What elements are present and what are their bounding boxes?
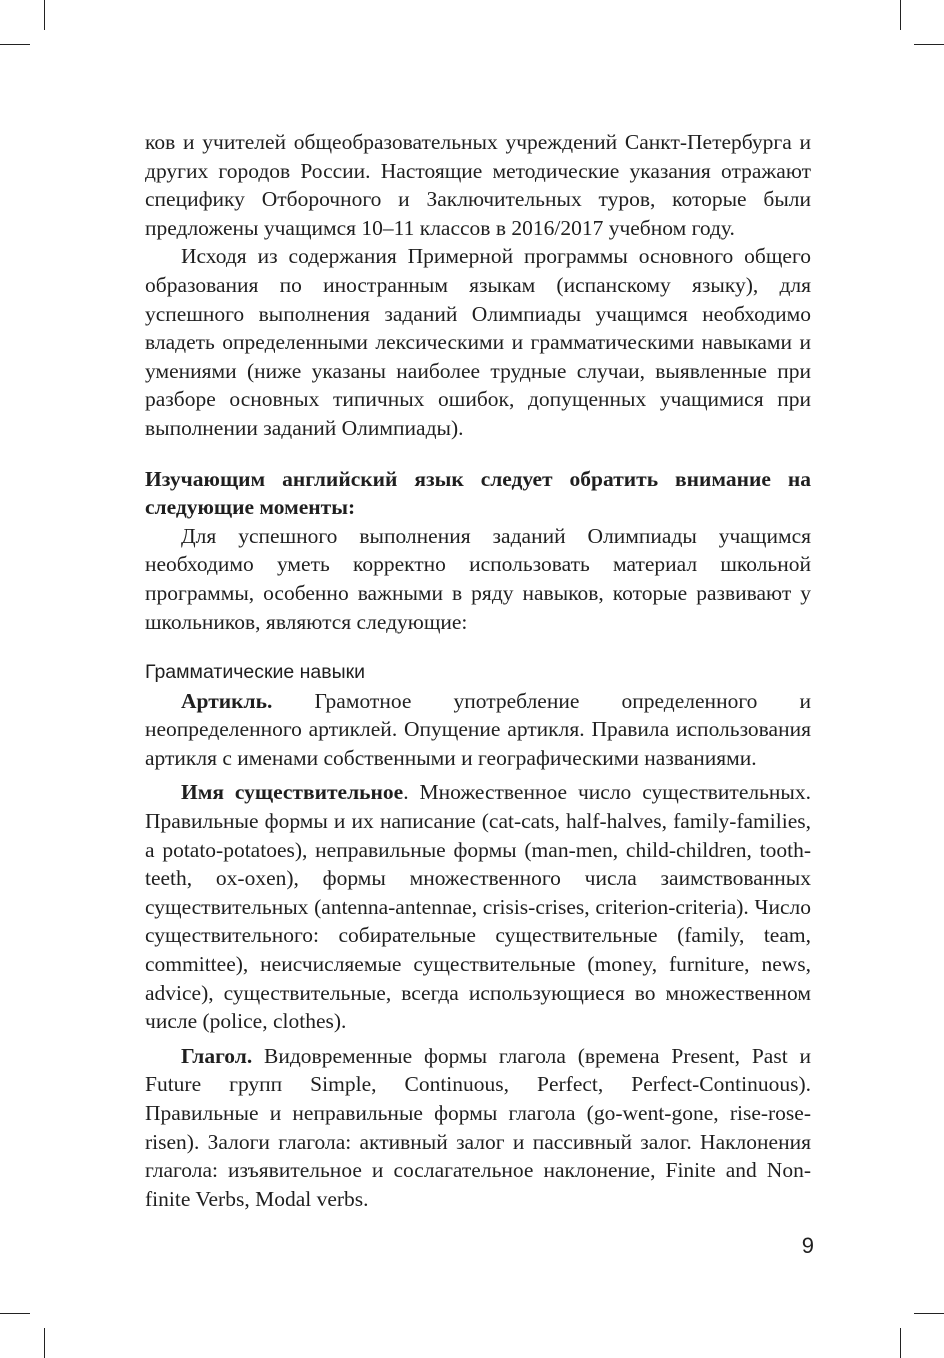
item-term: Имя существительное <box>181 780 404 805</box>
intro-paragraph: Для успешного выполнения заданий Олимпиады учащимся необходимо уметь корректно использовать материал школьной программы, особенно важными в ряду навыков, которые развивают у школьников, являются следующие: <box>145 523 811 634</box>
paragraph-program: Исходя из содержания Примерной программы основного общего образования по иностранным языкам (испанскому языку), для успешного выполнения заданий Олимпиады учащимся необходимо владеть определенными лексическими и грамматическими навыками и умениями (ниже указаны наиболее трудные случаи, выявленные при разборе основных типичных ошибок, допущенных учащимися при выполнении заданий Олимпиады). <box>145 244 811 440</box>
crop-mark-bottom-right-h <box>914 1313 944 1314</box>
crop-mark-top-right <box>900 0 901 30</box>
crop-mark-top-left-h <box>0 44 30 45</box>
item-article <box>145 687 811 773</box>
crop-mark-bottom-left <box>44 1328 45 1358</box>
item-term: Артикль. <box>181 688 273 713</box>
page-body <box>145 128 811 1213</box>
paragraph-continued: ков и учителей общеобразовательных учреждений Санкт-Петербурга и других городов России. Настоящие методические указания отражают специфику Отборочного и Заключительных туров, которые были предложены учащимся 10–11 классов в 2016/2017 учебном году. <box>145 130 811 240</box>
item-term: Глагол. <box>181 1043 253 1068</box>
crop-mark-bottom-left-h <box>0 1313 30 1314</box>
item-noun <box>145 778 811 1035</box>
section-title: Грамматические навыки <box>145 661 366 684</box>
item-text: Видовременные формы глагола (времена Present, Past и Future групп Simple, Continuous, Perfect, Perfect-Continuous). Правильные и неправильные формы глагола (go-went-gone, rise-rose-risen). Залоги глагола: активный залог и пассивный залог. Наклонения глагола: изъявительное и сослагательное наклонение, Finite and Non-finite Verbs, Modal verbs. <box>145 1043 811 1211</box>
item-verb <box>145 1042 811 1214</box>
crop-mark-top-left <box>44 0 45 30</box>
item-text: . Множественное число существительных. Правильные формы и их написание (cat-cats, half-halves, family-families, a potato-potatoes), неправильные формы (man-men, child-children, tooth-teeth, ox-oxen), формы множественного числа заимствованных существительных (antenna-antennae, crisis-crises, criterion-criteria). Число существительного: собирательные существительные (family, team, committee), неисчисляемые существительные (money, furniture, news, advice), существительные, всегда использующиеся во множественном числе (police, clothes). <box>145 780 811 1034</box>
page-number: 9 <box>801 1233 814 1258</box>
crop-mark-top-right-h <box>914 44 944 45</box>
english-heading: Изучающим английский язык следует обратить внимание на следующие моменты: <box>145 466 811 520</box>
item-text: Грамотное употребление определенного и неопределенного артиклей. Опущение артикля. Правила использования артикля с именами собственными и географическими названиями. <box>145 688 811 770</box>
crop-mark-bottom-right <box>900 1328 901 1358</box>
